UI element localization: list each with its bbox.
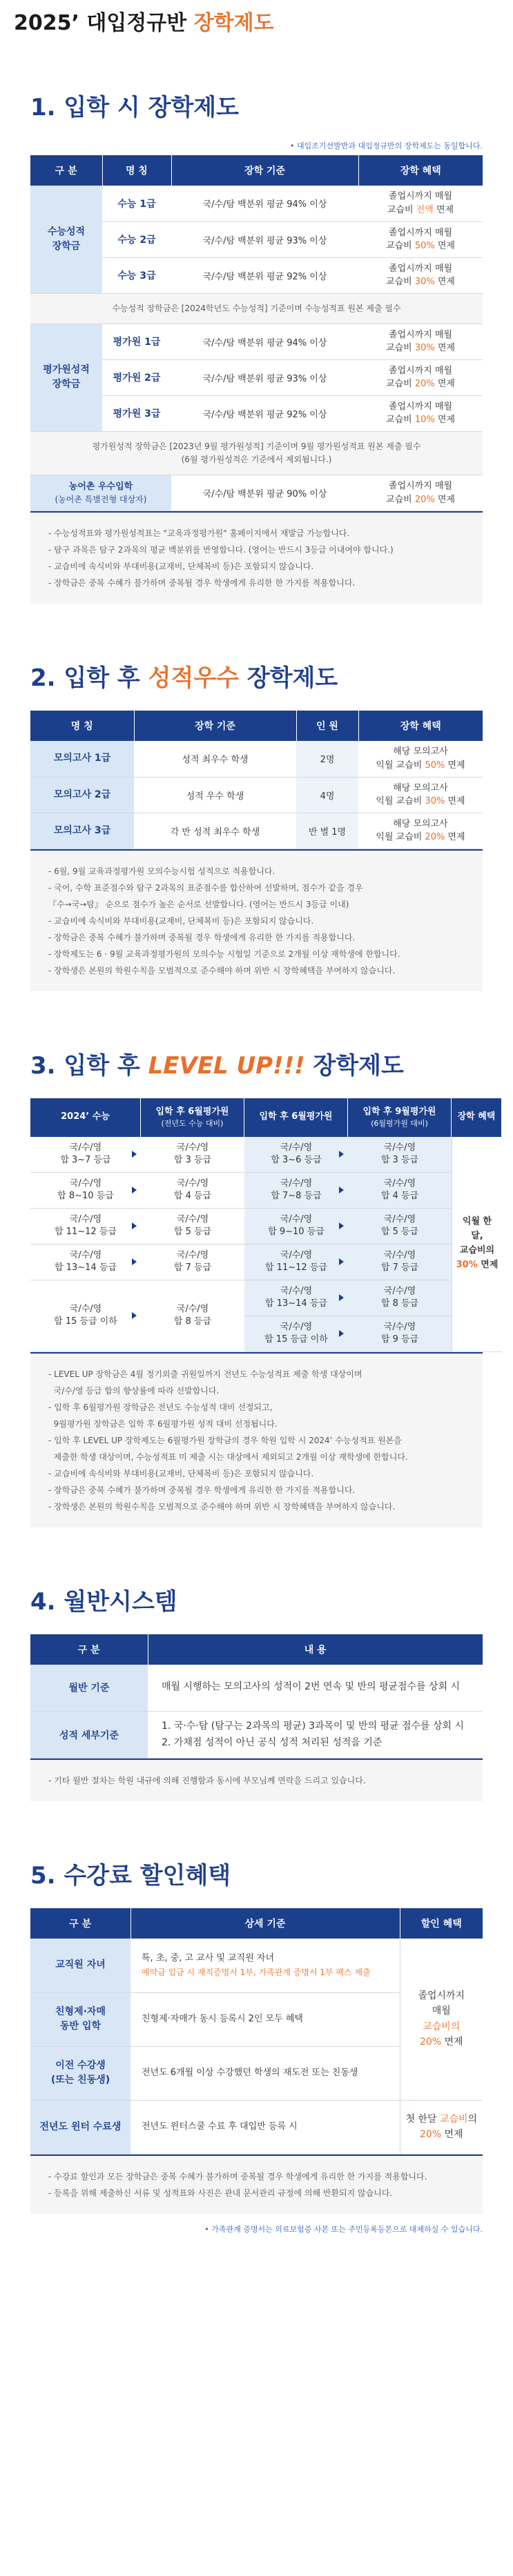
section-2-notes bbox=[30, 849, 483, 991]
section-tuition-discount bbox=[0, 1801, 513, 2214]
title-accent: 성적우수 bbox=[148, 664, 240, 693]
col-header: 명 칭 bbox=[102, 155, 171, 186]
col-header bbox=[244, 1098, 348, 1137]
note-line: (6월 평가원성적은 기준에서 제외됩니다.) bbox=[181, 454, 332, 464]
title-part: 2. 입학 후 bbox=[30, 664, 148, 693]
benefit-tail: 면제 bbox=[477, 1259, 499, 1270]
page-header bbox=[0, 0, 513, 39]
grade-cell: 국/수/영 합 3~7 등급 bbox=[30, 1137, 141, 1173]
col-header: 내 용 bbox=[148, 1634, 483, 1665]
level-name: 평가원 1급 bbox=[102, 324, 171, 359]
arrow-right-icon bbox=[132, 1258, 137, 1265]
title-accent: 장학제도 bbox=[193, 11, 274, 35]
table-row bbox=[30, 2100, 483, 2154]
row-label: 전년도 윈터 수료생 bbox=[30, 2100, 130, 2154]
benefit-line: 졸업시까지 매월 bbox=[388, 401, 453, 412]
note-line: - 수강료 할인과 모든 장학금은 중복 수혜가 불가하며 중복될 경우 학생에게 유리한 한 가지를 적용합니다. bbox=[48, 2171, 427, 2181]
arrow-right-icon bbox=[132, 1151, 137, 1158]
section-grade-scholarship bbox=[0, 604, 513, 991]
col-header-sub: (6월평가원 대비) bbox=[371, 1118, 428, 1128]
level-name: 모의고사 1급 bbox=[30, 741, 134, 777]
arrow-right-icon bbox=[339, 1222, 344, 1229]
note-line: - 장학금은 중복 수혜가 불가하며 중복될 경우 학생에게 유리한 한 가지를 적용합니다. bbox=[48, 932, 356, 942]
col-header-main: 입학 후 9월평가원 bbox=[362, 1106, 436, 1117]
level-name: 모의고사 3급 bbox=[30, 813, 134, 849]
note-line: 평가원성적 장학금은 [2023년 9월 평가원성적] 기준이며 9월 평가원성적표 원본 제출 필수 bbox=[92, 441, 421, 451]
row-label: 교직원 자녀 bbox=[30, 1939, 130, 1992]
levelup-benefit bbox=[452, 1137, 502, 1352]
arrow-right-icon bbox=[339, 1151, 344, 1158]
benefit-cell bbox=[358, 395, 483, 431]
benefit-tail: 면제 bbox=[441, 2037, 463, 2048]
grade-cell: 국/수/영 합 8 등급 bbox=[348, 1280, 452, 1316]
col-header-main: 입학 후 6월평가원 bbox=[155, 1106, 229, 1117]
level-name: 수능 1급 bbox=[102, 186, 171, 221]
grade-cell: 국/수/영 합 3 등급 bbox=[141, 1137, 244, 1173]
col-header-sub: (전년도 수능 대비) bbox=[161, 1118, 224, 1128]
title-prefix: 2025’ 대입정규반 bbox=[14, 11, 194, 35]
special-name-line: (농어촌 특별전형 대상자) bbox=[55, 495, 147, 505]
benefit-pct: 20% bbox=[414, 379, 435, 390]
benefit-tail: 면제 bbox=[445, 832, 465, 843]
col-header-main: 2024’ 수능 bbox=[61, 1111, 110, 1122]
benefit-line: 첫 한달 bbox=[405, 2113, 440, 2125]
note-line: - 장학제도는 6 · 9월 교육과정평가원의 모의수능 시험일 기준으로 2개월 이상 재학생에 한합니다. bbox=[48, 949, 400, 959]
grade-cell: 국/수/영 합 15 등급 이하 bbox=[244, 1316, 348, 1352]
note-line: - 교습비에 속식비와 부대비용(교재비, 단체복비 등)은 포함되지 않습니다. bbox=[48, 915, 314, 926]
level-name: 수능 3급 bbox=[102, 257, 171, 293]
group-label: 수능성적 장학금 bbox=[30, 186, 102, 293]
count: 4명 bbox=[296, 777, 358, 813]
group-label: 평가원성적 장학금 bbox=[30, 324, 102, 431]
note-line: - 장학생은 본원의 학원수칙을 모범적으로 준수해야 하며 위반 시 장학혜택을 부여하지 않습니다. bbox=[48, 1501, 396, 1512]
discount-benefit bbox=[400, 1939, 483, 2100]
discount-benefit bbox=[400, 2100, 483, 2154]
note-line: - 장학금은 중복 수혜가 불가하며 중복될 경우 학생에게 유리한 한 가지를 적용합니다. bbox=[48, 1485, 356, 1495]
title-part: 3. 입학 후 bbox=[30, 1051, 148, 1080]
note-line: - 탐구 과목은 탐구 2과목의 평균 백분위를 반영합니다. (영어는 반드시 3등급 이내여야 합니다.) bbox=[48, 545, 394, 555]
benefit-text: 교습비 bbox=[387, 204, 416, 215]
row-label: 월반 기준 bbox=[30, 1665, 148, 1712]
benefit-text: 교습비 bbox=[386, 277, 415, 287]
section-levelup-scholarship bbox=[0, 991, 513, 1527]
table-row bbox=[30, 813, 483, 849]
grade-cell: 국/수/영 합 13~14 등급 bbox=[30, 1245, 141, 1280]
col-header: 장학 기준 bbox=[171, 155, 358, 186]
benefit-pct: 50% bbox=[425, 760, 445, 771]
benefit-tail: 면제 bbox=[434, 277, 455, 287]
col-header: 상세 기준 bbox=[130, 1908, 400, 1939]
grade-cell: 국/수/영 합 11~12 등급 bbox=[30, 1209, 141, 1245]
benefit-text: 교습비 bbox=[386, 241, 415, 251]
col-header bbox=[141, 1098, 244, 1137]
col-header: 장학 혜택 bbox=[358, 711, 483, 741]
section-1-note: • 대입조기선발반과 대입정규반의 장학제도는 동일합니다. bbox=[290, 141, 483, 150]
benefit-tail: 면제 bbox=[433, 204, 454, 215]
grade-cell: 국/수/영 합 7~8 등급 bbox=[244, 1173, 348, 1209]
section-4-notes bbox=[30, 1758, 483, 1801]
row-text: 전년도 6개월 이상 수강했던 학생의 재도전 또는 친동생 bbox=[130, 2046, 400, 2100]
benefit-line bbox=[361, 759, 480, 773]
col-header: 구 분 bbox=[30, 1634, 148, 1665]
benefit-line: 졸업시까지 매월 bbox=[388, 365, 453, 376]
levelup-table bbox=[30, 1098, 499, 1352]
col-header: 할인 혜택 bbox=[400, 1908, 483, 1939]
benefit-pct: 30% bbox=[414, 277, 435, 287]
note-line: - 입학 후 LEVEL UP 장학제도는 6월평가원 장학금의 경우 학원 입학 시 2024’ 수능성적표 원본을 bbox=[48, 1435, 402, 1445]
criteria: 국/수/탐 백분위 평균 94% 이상 bbox=[171, 186, 358, 221]
benefit-cell bbox=[358, 741, 483, 777]
benefit-line: 의 bbox=[467, 2113, 478, 2125]
grade-cell: 국/수/영 합 3~6 등급 bbox=[244, 1137, 348, 1173]
note-line: - 국어, 수학 표준점수와 탐구 2과목의 표준점수를 합산하여 선발하며, 점수가 같을 경우 bbox=[48, 882, 363, 893]
benefit-tail: 면제 bbox=[434, 343, 455, 354]
row-label: 친형제·자매 동반 입학 bbox=[30, 1992, 130, 2046]
table-row bbox=[30, 186, 483, 221]
benefit-line bbox=[361, 795, 480, 809]
entrance-scholarship-table bbox=[30, 155, 483, 511]
col-header-main: 장학 혜택 bbox=[457, 1111, 496, 1122]
title-part: 장학제도 bbox=[304, 1051, 404, 1080]
note-line: - 장학생은 본원의 학원수칙을 모범적으로 준수해야 하며 위반 시 장학혜택을 부여하지 않습니다. bbox=[48, 965, 396, 975]
benefit-line bbox=[361, 341, 480, 355]
note-line: - 수능성적표와 평가원성적표는 "교육과정평가원" 홈페이지에서 재발급 가능합니다. bbox=[48, 528, 350, 539]
note-line: - 기타 월반 절차는 학원 내규에 의해 진행함과 동시에 부모님께 연락을 드리고 있습니다. bbox=[48, 1776, 366, 1786]
special-name-line: 농어촌 우수입학 bbox=[68, 481, 133, 492]
benefit-line: 졸업시까지 매월 bbox=[388, 227, 453, 238]
benefit-cell bbox=[358, 813, 483, 849]
row-text bbox=[148, 1712, 483, 1758]
criteria: 성적 최우수 학생 bbox=[134, 741, 296, 777]
benefit-line bbox=[361, 831, 480, 844]
level-name: 모의고사 2급 bbox=[30, 777, 134, 813]
grade-cell: 국/수/영 합 4 등급 bbox=[141, 1173, 244, 1209]
page-title bbox=[14, 6, 499, 36]
benefit-pct: 20% bbox=[414, 494, 435, 505]
benefit-text: 교습비 bbox=[386, 343, 415, 354]
benefit-pct: 30% bbox=[425, 796, 445, 807]
criteria: 국/수/탐 백분위 평균 94% 이상 bbox=[171, 324, 358, 359]
criteria: 각 반 성적 최우수 학생 bbox=[134, 813, 296, 849]
section-2-title bbox=[30, 604, 483, 711]
benefit-pct: 20% bbox=[425, 832, 445, 843]
benefit-tail: 면제 bbox=[445, 796, 465, 807]
grade-cell: 국/수/영 합 13~14 등급 bbox=[244, 1280, 348, 1316]
special-name bbox=[30, 475, 171, 511]
table-row bbox=[30, 1939, 483, 1992]
benefit-cell bbox=[358, 324, 483, 359]
arrow-right-icon bbox=[132, 1222, 137, 1229]
benefit-text: 익월 교습비 bbox=[376, 760, 425, 771]
benefit-cell bbox=[358, 257, 483, 293]
title-accent: LEVEL UP!!! bbox=[148, 1051, 305, 1080]
benefit-accent: 교습비 bbox=[439, 2113, 468, 2125]
col-header: 명 칭 bbox=[30, 711, 134, 741]
benefit-pct: 20% bbox=[419, 2037, 442, 2048]
count: 2명 bbox=[296, 741, 358, 777]
note-line: - 교습비에 속식비와 부대비용(교재비, 단체복비 등)은 포함되지 않습니다. bbox=[48, 1468, 314, 1478]
criteria: 성적 우수 학생 bbox=[134, 777, 296, 813]
benefit-line: 졸업시까지 매월 bbox=[388, 481, 453, 492]
benefit-line bbox=[361, 275, 480, 289]
benefit-cell bbox=[358, 186, 483, 221]
criteria: 국/수/탐 백분위 평균 90% 이상 bbox=[171, 475, 358, 511]
benefit-line bbox=[361, 239, 480, 253]
note-line: 제출한 학생 대상이며, 수능성적표 미 제출 시는 대상에서 제외되고 2개월 이상 재학생에 한합니다. bbox=[48, 1452, 408, 1462]
grade-cell: 국/수/영 합 11~12 등급 bbox=[244, 1245, 348, 1280]
note-line: 『수→국→탐』 순으로 점수가 높은 순서로 선발합니다. (영어는 반드시 3등급 이내) bbox=[48, 899, 349, 909]
benefit-tail: 면제 bbox=[434, 494, 455, 505]
arrow-right-icon bbox=[339, 1294, 344, 1301]
note-line: - 6월, 9월 교육과정평가원 모의수능시험 성적으로 적용합니다. bbox=[48, 866, 275, 876]
section-1-notes bbox=[30, 511, 483, 604]
col-header: 장학 기준 bbox=[134, 711, 296, 741]
level-name: 평가원 3급 bbox=[102, 395, 171, 431]
bottom-note: • 가족관계 증명서는 의료보험증 사본 또는 주민등록등본으로 대체하실 수 있습니다. bbox=[204, 2224, 483, 2234]
benefit-text: 교습비 bbox=[386, 494, 415, 505]
benefit-pct: 30% bbox=[456, 1259, 478, 1270]
criteria: 국/수/탐 백분위 평균 93% 이상 bbox=[171, 359, 358, 395]
criteria: 국/수/탐 백분위 평균 92% 이상 bbox=[171, 257, 358, 293]
benefit-cell bbox=[358, 475, 483, 511]
benefit-text: 익월 교습비 bbox=[376, 796, 425, 807]
section-skip-grade bbox=[0, 1527, 513, 1802]
grade-scholarship-table bbox=[30, 711, 483, 849]
table-row bbox=[30, 324, 483, 359]
grade-cell: 국/수/영 합 7 등급 bbox=[141, 1245, 244, 1280]
note-line: - LEVEL UP 장학금은 4월 정기외출 귀원일까지 전년도 수능성적표 제출 학생 대상이며 bbox=[48, 1369, 362, 1379]
table-row bbox=[30, 1665, 483, 1712]
benefit-line: 해당 모의고사 bbox=[393, 746, 448, 757]
benefit-line bbox=[361, 493, 480, 507]
benefit-pct: 20% bbox=[419, 2129, 442, 2141]
row-text-line: 1. 국·수·탐 (탐구는 2과목의 평균) 3과목이 및 반의 평균 점수를 상회 시 bbox=[162, 1720, 465, 1732]
note-line: - 등록을 위해 제출하신 서류 및 성적표와 사진은 관내 문서관리 규정에 의해 반환되지 않습니다. bbox=[48, 2188, 393, 2198]
section-3-notes bbox=[30, 1352, 483, 1527]
benefit-line: 교습비의 bbox=[459, 1245, 495, 1256]
benefit-line: 졸업시까지 매월 bbox=[388, 329, 453, 340]
row-text: 매월 시행하는 모의고사의 성적이 2번 연속 및 반의 평균점수를 상회 시 bbox=[148, 1665, 483, 1712]
row-text: 친형제·자매가 동시 등록시 2인 모두 혜택 bbox=[130, 1992, 400, 2046]
benefit-line: 교습비의 bbox=[423, 2021, 461, 2032]
row-text: 전년도 윈터스쿨 수료 후 대입반 등록 시 bbox=[130, 2100, 400, 2154]
table-note-row bbox=[30, 431, 483, 475]
section-1-title: 1. 입학 시 장학제도 bbox=[30, 94, 239, 121]
benefit-line: 졸업시까지 bbox=[418, 1990, 465, 2002]
grade-cell: 국/수/영 합 5 등급 bbox=[141, 1209, 244, 1245]
table-row bbox=[30, 741, 483, 777]
note-line: 국/수/영 등급 합의 향상률에 따라 선발합니다. bbox=[48, 1385, 220, 1396]
col-header bbox=[30, 1098, 141, 1137]
grade-cell: 국/수/영 합 9~10 등급 bbox=[244, 1209, 348, 1245]
benefit-line bbox=[456, 1258, 499, 1273]
note-line: - 교습비에 속식비와 부대비용(교재비, 단체복비 등)은 포함되지 않습니다. bbox=[48, 562, 314, 572]
grade-cell: 국/수/영 합 4 등급 bbox=[348, 1173, 452, 1209]
criteria: 국/수/탐 백분위 평균 92% 이상 bbox=[171, 395, 358, 431]
row-label: 이전 수강생 (또는 친동생) bbox=[30, 2046, 130, 2100]
count: 반 별 1명 bbox=[296, 813, 358, 849]
grade-cell: 국/수/영 합 7 등급 bbox=[348, 1245, 452, 1280]
discount-table bbox=[30, 1908, 483, 2154]
benefit-pct: 50% bbox=[414, 241, 435, 251]
section-4-title: 4. 월반시스템 bbox=[30, 1587, 177, 1616]
benefit-pct: 전액 bbox=[416, 204, 434, 215]
section-3-title bbox=[30, 991, 483, 1098]
note-line: - 장학금은 중복 수혜가 불가하며 중복될 경우 학생에게 유리한 한 가지를 적용합니다. bbox=[48, 578, 356, 588]
benefit-tail: 면제 bbox=[434, 415, 455, 426]
table-note-row bbox=[30, 293, 483, 324]
benefit-tail: 면제 bbox=[434, 379, 455, 390]
benefit-line: 해당 모의고사 bbox=[393, 818, 448, 829]
benefit-line: 졸업시까지 매월 bbox=[388, 191, 453, 202]
table-row bbox=[30, 777, 483, 813]
benefit-line: 매월 bbox=[432, 2005, 451, 2017]
benefit-line bbox=[361, 204, 480, 217]
title-part: 장학제도 bbox=[239, 664, 338, 693]
col-header: 인 원 bbox=[296, 711, 358, 741]
grade-cell: 국/수/영 합 15 등급 이하 bbox=[30, 1280, 141, 1352]
table-note: 수능성적 장학금은 [2024학년도 수능성적] 기준이며 수능성적표 원본 제출 필수 bbox=[30, 293, 483, 324]
level-name: 수능 2급 bbox=[102, 221, 171, 257]
benefit-pct: 10% bbox=[414, 415, 435, 426]
arrow-right-icon bbox=[339, 1258, 344, 1265]
row-text-line: 2. 가채점 성적이 아닌 공식 성적 처리된 성적을 기준 bbox=[162, 1736, 383, 1748]
benefit-cell bbox=[358, 777, 483, 813]
benefit-line: 익월 한 달, bbox=[462, 1216, 492, 1242]
arrow-right-icon bbox=[132, 1312, 137, 1319]
skip-grade-table bbox=[30, 1634, 483, 1759]
benefit-text: 교습비 bbox=[386, 415, 415, 426]
table-row bbox=[30, 475, 483, 511]
benefit-tail: 면제 bbox=[434, 241, 455, 251]
benefit-line: 해당 모의고사 bbox=[393, 782, 448, 793]
benefit-line: 졸업시까지 매월 bbox=[388, 263, 453, 274]
col-header bbox=[348, 1098, 452, 1137]
benefit-tail: 면제 bbox=[441, 2129, 463, 2141]
section-5-notes bbox=[30, 2154, 483, 2214]
arrow-right-icon bbox=[339, 1187, 344, 1193]
benefit-tail: 면제 bbox=[445, 760, 465, 771]
row-label: 성적 세부기준 bbox=[30, 1712, 148, 1758]
benefit-line bbox=[361, 377, 480, 391]
col-header-main: 입학 후 6월평가원 bbox=[259, 1111, 333, 1122]
criteria: 국/수/탐 백분위 평균 93% 이상 bbox=[171, 221, 358, 257]
grade-cell: 국/수/영 합 3 등급 bbox=[348, 1137, 452, 1173]
row-text-line: 특, 초, 중, 고 교사 및 교직원 자녀 bbox=[142, 1952, 275, 1963]
benefit-cell bbox=[358, 221, 483, 257]
col-header: 구 분 bbox=[30, 1908, 130, 1939]
grade-cell: 국/수/영 합 8~10 등급 bbox=[30, 1173, 141, 1209]
grade-cell: 국/수/영 합 5 등급 bbox=[348, 1209, 452, 1245]
table-note bbox=[30, 431, 483, 475]
col-header: 구 분 bbox=[30, 155, 102, 186]
benefit-pct: 30% bbox=[414, 343, 435, 354]
col-header bbox=[452, 1098, 502, 1137]
section-entrance-scholarship bbox=[0, 39, 513, 604]
benefit-text: 교습비 bbox=[386, 379, 415, 390]
section-5-title: 5. 수강료 할인혜택 bbox=[30, 1862, 231, 1890]
arrow-right-icon bbox=[339, 1330, 344, 1337]
note-line: 9월평가원 장학금은 입학 후 6월평가원 성적 대비 선정됩니다. bbox=[48, 1418, 278, 1429]
grade-cell: 국/수/영 합 9 등급 bbox=[348, 1316, 452, 1352]
benefit-cell bbox=[358, 359, 483, 395]
benefit-line bbox=[361, 413, 480, 427]
row-text-line: 예약금 입금 시 재직증명서 1부, 가족관계 증명서 1부 팩스 제출 bbox=[142, 1967, 371, 1977]
arrow-right-icon bbox=[132, 1187, 137, 1193]
benefit-text: 익월 교습비 bbox=[376, 832, 425, 843]
col-header: 장학 혜택 bbox=[358, 155, 483, 186]
row-text bbox=[130, 1939, 400, 1992]
note-line: - 입학 후 6월평가원 장학금은 전년도 수능성적 대비 선정되고, bbox=[48, 1402, 273, 1412]
level-name: 평가원 2급 bbox=[102, 359, 171, 395]
table-row bbox=[30, 1712, 483, 1758]
grade-cell: 국/수/영 합 8 등급 bbox=[141, 1280, 244, 1352]
